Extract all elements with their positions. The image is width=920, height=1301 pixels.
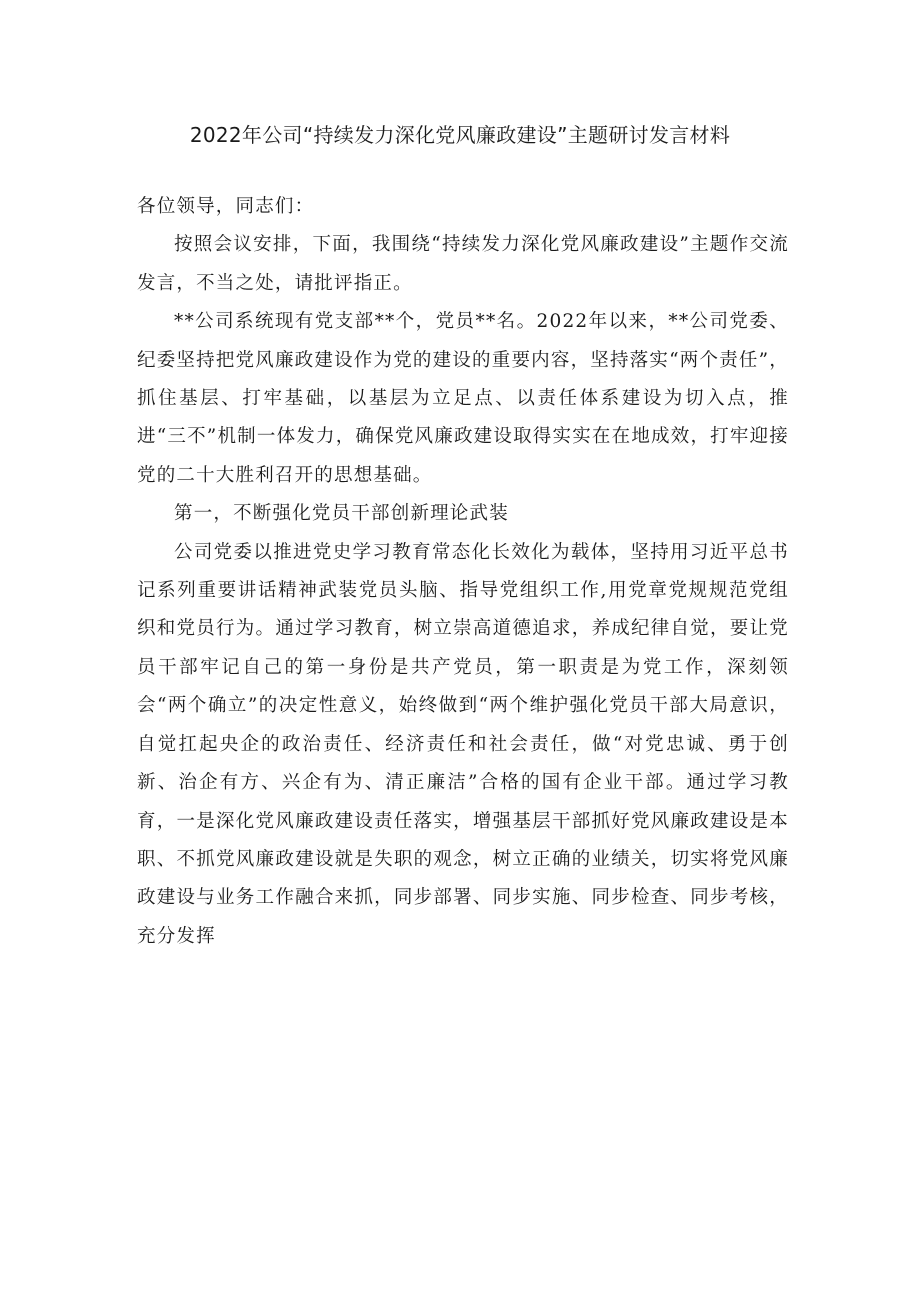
paragraph-first-section: 公司党委以推进党史学习教育常态化长效化为载体，坚持用习近平总书记系列重要讲话精神武装党员头脑、指导党组织工作,用党章党规规范党组织和党员行为。通过学习教育，树立崇高道德追求，养成纪律自觉，要让党员干部牢记自己的第一身份是共产党员，第一职责是为党工作，深刻领会“两个确立”的决定性意义，始终做到“两个维护强化党员干部大局意识，自觉扛起央企的政治责任、经济责任和社会责任，做“对党忠诚、勇于创新、治企有方、兴企有为、清正廉洁”合格的国有企业干部。通过学习教育，一是深化党风廉政建设责任落实，增强基层干部抓好党风廉政建设是本职、不抓党风廉政建设就是失职的观念，树立正确的业绩关，切实将党风廉政建设与业务工作融合来抓，同步部署、同步实施、同步检查、同步考核，充分发挥 [137, 541, 789, 947]
document-body [137, 188, 789, 956]
greeting-line: 各位领导，同志们： [137, 196, 315, 217]
paragraph-overview: **公司系统现有党支部**个，党员**名。2022年以来，**公司党委、纪委坚持把党风廉政建设作为党的建设的重要内容，坚持落实“两个责任”，抓住基层、打牢基础，以基层为立足点、以责任体系建设为切入点，推进“三不”机制一体发力，确保党风廉政建设取得实实在在地成效，打牢迎接党的二十大胜利召开的思想基础。 [137, 311, 789, 486]
section-heading-first: 第一，不断强化党员干部创新理论武装 [174, 503, 509, 525]
paragraph-intro: 按照会议安排，下面，我围绕“持续发力深化党风廉政建设”主题作交流发言，不当之处，请批评指正。 [137, 234, 789, 294]
document-title: 2022年公司“持续发力深化党风廉政建设”主题研讨发言材料 [189, 123, 731, 147]
